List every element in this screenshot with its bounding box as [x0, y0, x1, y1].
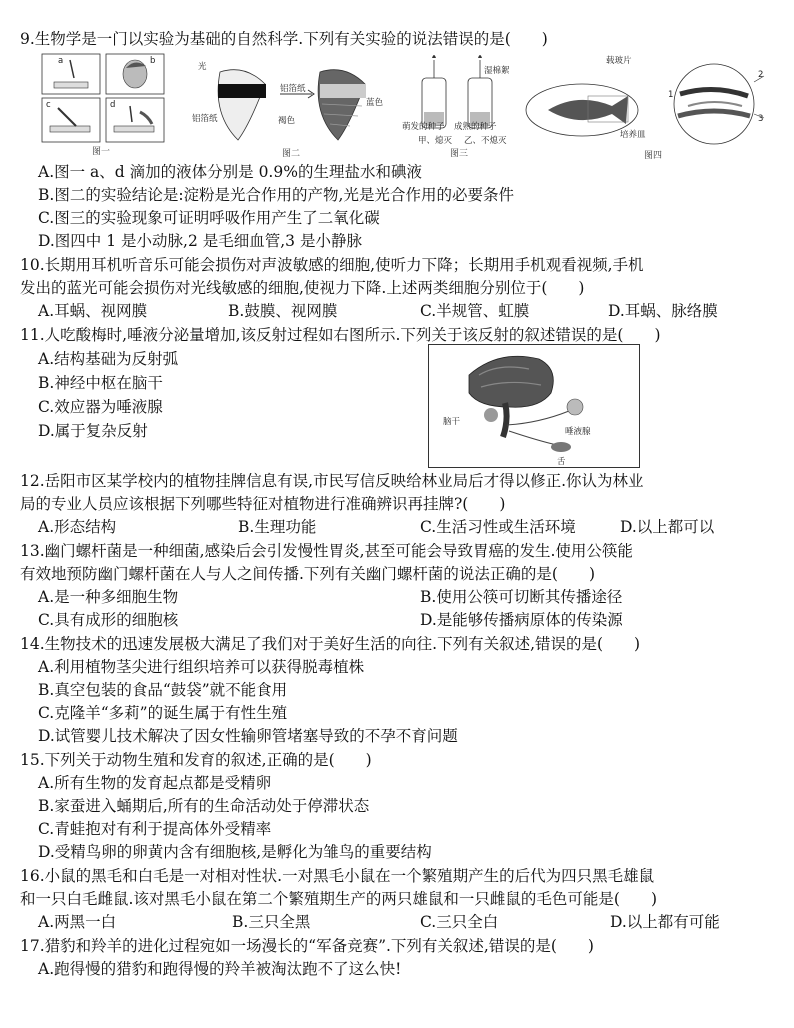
q14-option-b: B.真空包装的食品“鼓袋”就不能食用 [38, 681, 288, 699]
leaf-starch-illustration [190, 54, 390, 154]
q13-option-d: D.是能够传播病原体的传染源 [420, 611, 623, 629]
q12-option-c: C.生活习性或生活环境 [420, 518, 576, 536]
fig3-label-jia: 甲、熄灭 [418, 136, 453, 146]
q9-option-d: D.图四中 1 是小动脉,2 是毛细血管,3 是小静脉 [38, 232, 362, 250]
fig3-label-germinating: 萌发的种子 [402, 122, 445, 132]
q13-stem-line-2: 有效地预防幽门螺杆菌在人与人之间传播.下列有关幽门螺杆菌的说法正确的是( ) [20, 565, 596, 583]
q13-option-a: A.是一种多细胞生物 [38, 588, 179, 606]
q10-stem-line-1: 10.长期用耳机听音乐可能会损伤对声波敏感的细胞,使听力下降；长期用手机观看视频,手机 [20, 256, 644, 274]
q16-option-a: A.两黑一白 [38, 913, 117, 931]
q16-option-d: D.以上都有可能 [610, 913, 720, 931]
fig4-label-3: 3 [758, 114, 764, 124]
q11-option-a: A.结构基础为反射弧 [38, 350, 179, 368]
fig4-label-1: 1 [668, 90, 674, 100]
microscope-prep-illustration [40, 52, 166, 152]
fig1-caption: 图一 [92, 147, 111, 157]
q12-stem-line-1: 12.岳阳市区某学校内的植物挂牌信息有误,市民写信反映给林业局后才得以修正.你认为林业 [20, 472, 644, 490]
q11-option-c: C.效应器为唾液腺 [38, 398, 163, 416]
q11-option-b: B.神经中枢在脑干 [38, 374, 163, 392]
q10-stem-line-2: 发出的蓝光可能会损伤对光线敏感的细胞,使视力下降.上述两类细胞分别位于( ) [20, 279, 585, 297]
fig2-label-brown: 褐色 [278, 116, 296, 126]
fig3-label-mature: 成熟的种子 [454, 122, 497, 132]
q17-option-a: A.跑得慢的猎豹和跑得慢的羚羊被淘汰跑不了这么快! [38, 960, 402, 978]
q15-option-b: B.家蚕进入蛹期后,所有的生命活动处于停滞状态 [38, 797, 370, 815]
q11-fig-label-salivary: 唾液腺 [565, 427, 591, 437]
q10-option-b: B.鼓膜、视网膜 [228, 302, 338, 320]
fig2-label-light: 光 [198, 62, 207, 72]
q14-option-c: C.克隆羊“多莉”的诞生属于有性生殖 [38, 704, 288, 722]
q9-stem: 9.生物学是一门以实验为基础的自然科学.下列有关实验的说法错误的是( ) [20, 30, 548, 48]
fig4-label-cotton: 湿棉絮 [484, 66, 510, 76]
q13-option-b: B.使用公筷可切断其传播途径 [420, 588, 623, 606]
fig2-label-foil-2: 铝箔纸 [192, 114, 218, 124]
q9-option-a: A.图一 a、d 滴加的液体分别是 0.9%的生理盐水和碘液 [38, 163, 422, 181]
q15-option-a: A.所有生物的发育起点都是受精卵 [38, 774, 272, 792]
q10-option-c: C.半规管、虹膜 [420, 302, 530, 320]
q11-reflex-figure [428, 344, 640, 468]
q10-option-a: A.耳蜗、视网膜 [38, 302, 148, 320]
q15-option-c: C.青蛙抱对有利于提高体外受精率 [38, 820, 272, 838]
q10-option-d: D.耳蜗、脉络膜 [608, 302, 718, 320]
fig1-label-c: c [46, 100, 51, 110]
q16-option-b: B.三只全黑 [232, 913, 311, 931]
q14-option-a: A.利用植物茎尖进行组织培养可以获得脱毒植株 [38, 658, 365, 676]
fig4-label-slide: 载玻片 [606, 56, 632, 66]
q17-stem: 17.猎豹和羚羊的进化过程宛如一场漫长的“军备竞赛”.下列有关叙述,错误的是( ) [20, 937, 594, 955]
brain-reflex-illustration [429, 345, 639, 467]
fish-tail-circulation-illustration [518, 54, 768, 158]
q13-option-c: C.具有成形的细胞核 [38, 611, 179, 629]
q9-figure-2 [190, 54, 390, 159]
q11-fig-label-brainstem: 脑干 [443, 417, 461, 427]
fig1-label-d: d [110, 100, 116, 110]
q12-stem-line-2: 局的专业人员应该根据下列哪些特征对植物进行准确辨识再挂牌?( ) [20, 495, 506, 513]
q14-stem: 14.生物技术的迅速发展极大满足了我们对于美好生活的向往.下列有关叙述,错误的是( ) [20, 635, 641, 653]
q14-option-d: D.试管婴儿技术解决了因女性输卵管堵塞导致的不孕不育问题 [38, 727, 458, 745]
q16-option-c: C.三只全白 [420, 913, 499, 931]
q16-stem-line-1: 16.小鼠的黑毛和白毛是一对相对性状.一对黑毛小鼠在一个繁殖期产生的后代为四只黑毛雄鼠 [20, 867, 655, 885]
q12-option-b: B.生理功能 [238, 518, 317, 536]
q9-option-b: B.图二的实验结论是:淀粉是光合作用的产物,光是光合作用的必要条件 [38, 186, 514, 204]
q12-option-d: D.以上都可以 [620, 518, 715, 536]
fig4-caption: 图四 [644, 151, 663, 161]
q15-stem: 15.下列关于动物生殖和发育的叙述,正确的是( ) [20, 751, 372, 769]
fig1-label-b: b [150, 56, 156, 66]
q15-option-d: D.受精鸟卵的卵黄内含有细胞核,是孵化为雏鸟的重要结构 [38, 843, 432, 861]
fig2-caption: 图二 [282, 149, 301, 159]
fig1-label-a: a [58, 56, 64, 66]
fig2-label-blue: 蓝色 [366, 98, 384, 108]
fig2-label-foil-1: 铝箔纸 [280, 84, 306, 94]
fig3-label-yi: 乙、不熄灭 [464, 136, 507, 146]
q13-stem-line-1: 13.幽门螺杆菌是一种细菌,感染后会引发慢性胃炎,甚至可能会导致胃癌的发生.使用公筷能 [20, 542, 633, 560]
q11-option-d: D.属于复杂反射 [38, 422, 148, 440]
q11-stem: 11.人吃酸梅时,唾液分泌量增加,该反射过程如右图所示.下列关于该反射的叙述错误的是( ) [20, 326, 661, 344]
q9-option-c: C.图三的实验现象可证明呼吸作用产生了二氧化碳 [38, 209, 380, 227]
fig3-caption: 图三 [450, 149, 469, 159]
fig4-label-2: 2 [758, 70, 764, 80]
q12-option-a: A.形态结构 [38, 518, 117, 536]
q9-figure-1 [40, 52, 166, 157]
fig4-label-dish: 培养皿 [620, 130, 646, 140]
q16-stem-line-2: 和一只白毛雌鼠.该对黑毛小鼠在第二个繁殖期生产的两只雄鼠和一只雌鼠的毛色可能是( ) [20, 890, 658, 908]
q11-fig-label-tongue: 舌 [557, 457, 566, 467]
